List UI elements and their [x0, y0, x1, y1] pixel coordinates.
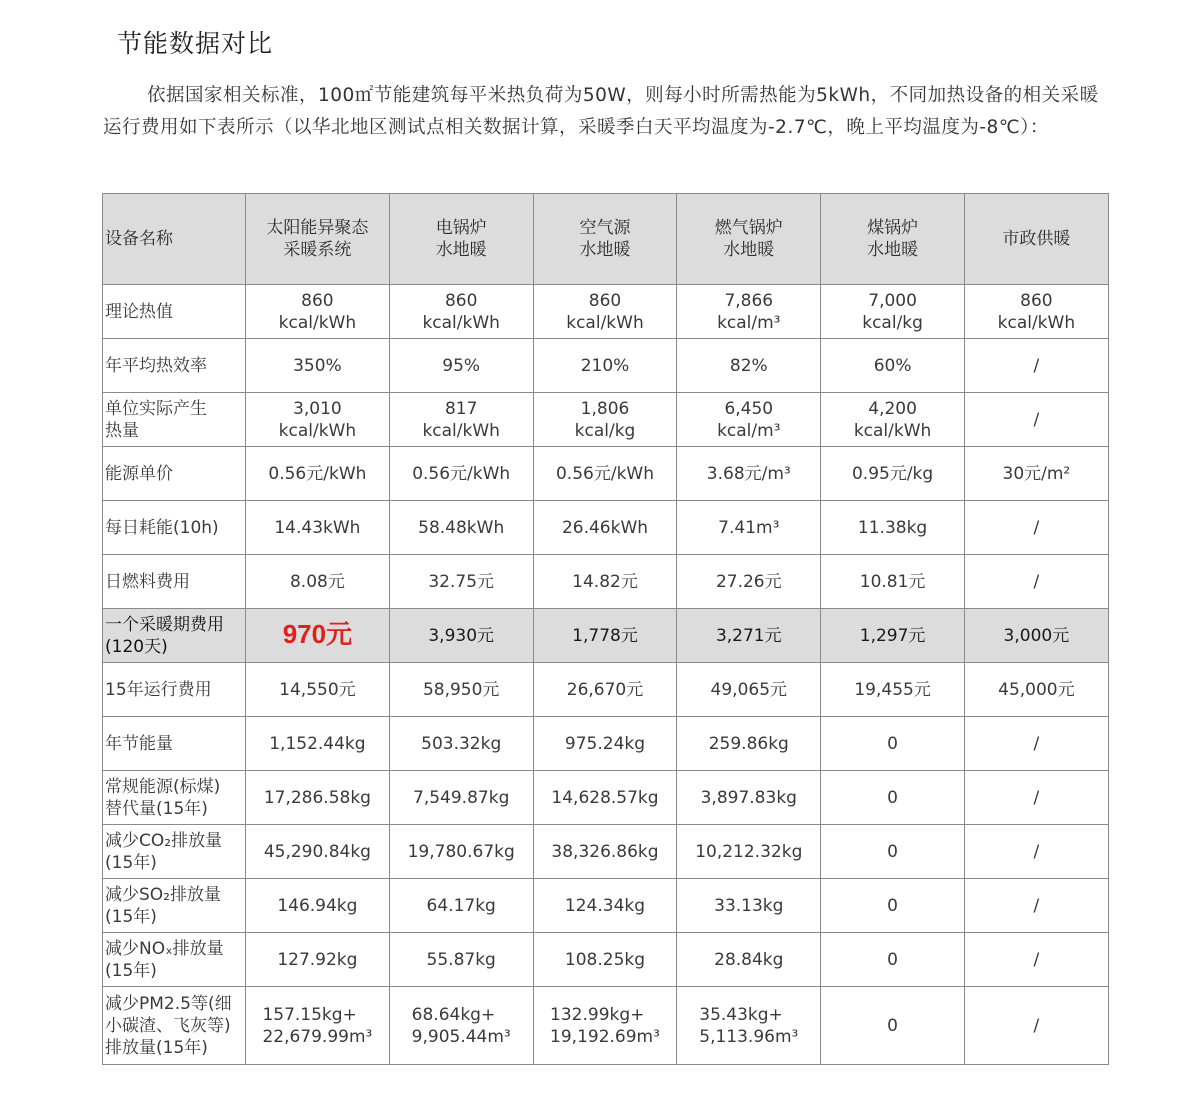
cell-value: / — [1033, 409, 1040, 430]
cell-value: 975.24kg — [564, 733, 646, 754]
cell-value: 30元/m² — [1002, 463, 1071, 484]
page-title: 节能数据对比 — [117, 29, 274, 58]
table-row — [103, 771, 1109, 825]
row-header-label: 设备名称 — [103, 194, 246, 285]
table-cell — [533, 609, 677, 663]
row-label: 减少NOₓ排放量 (15年) — [103, 933, 246, 987]
cell-value: 4,200 kcal/kWh — [853, 398, 932, 441]
table-cell — [821, 825, 965, 879]
cell-value: 860 kcal/kWh — [566, 290, 644, 333]
cell-value: 0.56元/kWh — [268, 463, 367, 484]
table-row — [103, 933, 1109, 987]
table-cell — [246, 933, 390, 987]
table-row — [103, 987, 1109, 1065]
cell-value: 0 — [887, 787, 898, 808]
cell-value: 10,212.32kg — [695, 841, 803, 862]
row-label: 减少SO₂排放量 (15年) — [103, 879, 246, 933]
table-cell — [821, 339, 965, 393]
row-label: 年平均热效率 — [103, 339, 246, 393]
cell-value: / — [1033, 517, 1040, 538]
table-row — [103, 717, 1109, 771]
row-label: 单位实际产生 热量 — [103, 393, 246, 447]
table-row — [103, 825, 1109, 879]
cell-value: 157.15kg+ 22,679.99m³ — [262, 1004, 373, 1047]
table-cell — [246, 285, 390, 339]
table-cell — [821, 285, 965, 339]
table-cell — [821, 447, 965, 501]
table-cell — [677, 933, 821, 987]
cell-value: 95% — [442, 355, 481, 376]
table-cell — [964, 825, 1108, 879]
table-cell — [677, 447, 821, 501]
cell-value: 19,780.67kg — [407, 841, 515, 862]
cell-value: 14,628.57kg — [551, 787, 659, 808]
cell-value: 45,290.84kg — [263, 841, 371, 862]
cell-value: 1,778元 — [572, 625, 638, 646]
table-cell — [389, 933, 533, 987]
table-cell — [246, 555, 390, 609]
cell-value: 0.56元/kWh — [555, 463, 654, 484]
cell-value: 14,550元 — [279, 679, 356, 700]
cell-value: 10.81元 — [859, 571, 926, 592]
cell-value: 38,326.86kg — [551, 841, 659, 862]
table-cell — [246, 825, 390, 879]
cell-value: 3,897.83kg — [700, 787, 797, 808]
intro-paragraph — [103, 80, 1113, 144]
highlight-value: 970元 — [282, 618, 353, 649]
cell-value: 146.94kg — [277, 895, 358, 916]
row-label: 日燃料费用 — [103, 555, 246, 609]
cell-value: 7,000 kcal/kg — [862, 290, 923, 333]
table-cell — [389, 771, 533, 825]
table-cell — [389, 879, 533, 933]
table-cell — [964, 771, 1108, 825]
row-label: 能源单价 — [103, 447, 246, 501]
cell-value: 0 — [887, 1015, 898, 1036]
table-row — [103, 501, 1109, 555]
cell-value: 28.84kg — [714, 949, 784, 970]
cell-value: 55.87kg — [426, 949, 496, 970]
table-cell — [964, 393, 1108, 447]
table-cell — [389, 339, 533, 393]
table-cell — [533, 501, 677, 555]
table-cell — [964, 717, 1108, 771]
table-row — [103, 285, 1109, 339]
cell-value: 210% — [580, 355, 630, 376]
table-cell — [821, 879, 965, 933]
table-cell — [964, 933, 1108, 987]
cell-value: 11.38kg — [857, 517, 928, 538]
cell-value: 45,000元 — [998, 679, 1075, 700]
table-cell — [821, 987, 965, 1065]
table-cell — [246, 987, 390, 1065]
table-cell — [533, 393, 677, 447]
table-cell — [821, 933, 965, 987]
table-cell — [389, 825, 533, 879]
table-cell — [533, 663, 677, 717]
column-header: 空气源 水地暖 — [533, 194, 677, 285]
table-cell — [246, 879, 390, 933]
cell-value: 32.75元 — [428, 571, 495, 592]
cell-value: 58,950元 — [422, 679, 500, 700]
cell-value: 503.32kg — [421, 733, 502, 754]
cell-value: 7.41m³ — [718, 517, 780, 538]
table-cell — [389, 501, 533, 555]
table-cell — [964, 987, 1108, 1065]
table-cell — [964, 555, 1108, 609]
table-cell — [246, 663, 390, 717]
table-cell — [821, 555, 965, 609]
cell-value: 64.17kg — [426, 895, 496, 916]
cell-value: / — [1033, 355, 1040, 376]
table-cell — [821, 609, 965, 663]
cell-value: 3,010 kcal/kWh — [278, 398, 357, 441]
cell-value: 35.43kg+ 5,113.96m³ — [699, 1004, 799, 1047]
cell-value: 26,670元 — [566, 679, 644, 700]
row-label: 减少PM2.5等(细 小碳渣、飞灰等) 排放量(15年) — [103, 987, 246, 1065]
cell-value: 860 kcal/kWh — [278, 290, 357, 333]
table-cell — [389, 987, 533, 1065]
table-cell — [677, 501, 821, 555]
table-cell — [246, 609, 390, 663]
table-cell — [246, 393, 390, 447]
cell-value: 49,065元 — [710, 679, 788, 700]
table-header-row — [103, 194, 1109, 285]
table-cell — [677, 339, 821, 393]
table-cell — [533, 447, 677, 501]
table-cell — [677, 771, 821, 825]
table-cell — [821, 393, 965, 447]
table-cell — [533, 879, 677, 933]
table-cell — [677, 879, 821, 933]
column-header: 电锅炉 水地暖 — [389, 194, 533, 285]
cell-value: / — [1033, 841, 1040, 862]
column-header: 煤锅炉 水地暖 — [821, 194, 965, 285]
table-cell — [533, 555, 677, 609]
cell-value: / — [1033, 1015, 1040, 1036]
cell-value: 3,930元 — [428, 625, 495, 646]
table-cell — [677, 555, 821, 609]
row-label: 理论热值 — [103, 285, 246, 339]
table-cell — [389, 285, 533, 339]
cell-value: / — [1033, 895, 1040, 916]
cell-value: 60% — [873, 355, 912, 376]
cell-value: 82% — [729, 355, 768, 376]
cell-value: 3,271元 — [715, 625, 782, 646]
table-cell — [389, 447, 533, 501]
cell-value: 0 — [887, 949, 898, 970]
cell-value: 14.43kWh — [274, 517, 361, 538]
cell-value: 58.48kWh — [418, 517, 505, 538]
cell-value: 14.82元 — [572, 571, 638, 592]
table-row — [103, 555, 1109, 609]
table-cell — [964, 339, 1108, 393]
cell-value: 124.34kg — [564, 895, 646, 916]
cell-value: 0.56元/kWh — [412, 463, 511, 484]
table-cell — [533, 285, 677, 339]
cell-value: 0 — [887, 841, 898, 862]
table-cell — [821, 501, 965, 555]
row-label: 减少CO₂排放量 (15年) — [103, 825, 246, 879]
cell-value: 817 kcal/kWh — [422, 398, 500, 441]
cell-value: 19,455元 — [854, 679, 931, 700]
cell-value: 17,286.58kg — [263, 787, 371, 808]
cell-value: 0.95元/kg — [851, 463, 934, 484]
table-cell — [677, 825, 821, 879]
cell-value: / — [1033, 949, 1040, 970]
cell-value: / — [1033, 733, 1040, 754]
cell-value: 108.25kg — [564, 949, 646, 970]
comparison-table — [102, 193, 1109, 1065]
cell-value: 259.86kg — [708, 733, 789, 754]
table-row — [103, 879, 1109, 933]
table-cell — [677, 717, 821, 771]
row-label: 年节能量 — [103, 717, 246, 771]
table-cell — [389, 609, 533, 663]
table-cell — [964, 285, 1108, 339]
table-row — [103, 663, 1109, 717]
table-body — [103, 285, 1109, 1065]
table-cell — [677, 987, 821, 1065]
table-cell — [246, 501, 390, 555]
table-cell — [964, 609, 1108, 663]
cell-value: 350% — [293, 355, 342, 376]
table-cell — [389, 717, 533, 771]
table-cell — [964, 663, 1108, 717]
table-cell — [677, 285, 821, 339]
table-cell — [821, 771, 965, 825]
cell-value: 8.08元 — [289, 571, 345, 592]
cell-value: 860 kcal/kWh — [422, 290, 500, 333]
table-row — [103, 393, 1109, 447]
table-cell — [964, 501, 1108, 555]
cell-value: 3,000元 — [1003, 625, 1070, 646]
table-cell — [821, 663, 965, 717]
cell-value: 27.26元 — [715, 571, 782, 592]
table-cell — [533, 771, 677, 825]
cell-value: 860 kcal/kWh — [997, 290, 1076, 333]
cell-value: 1,152.44kg — [269, 733, 366, 754]
row-label: 每日耗能(10h) — [103, 501, 246, 555]
column-header: 市政供暖 — [964, 194, 1108, 285]
table-cell — [533, 717, 677, 771]
column-header: 太阳能异聚态 采暖系统 — [246, 194, 390, 285]
cell-value: 0 — [887, 895, 898, 916]
table-cell — [821, 717, 965, 771]
table-row — [103, 609, 1109, 663]
column-header: 燃气锅炉 水地暖 — [677, 194, 821, 285]
intro-text: 依据国家相关标准，100㎡节能建筑每平米热负荷为50W，则每小时所需热能为5kWh，不同加热设备的相关采暖运行费用如下表所示（以华北地区测试点相关数据计算，采暖季白天平均温度为-2.7℃，晚上平均温度为-8℃）： — [103, 85, 1099, 138]
table-cell — [389, 555, 533, 609]
table-cell — [246, 771, 390, 825]
row-label: 常规能源(标煤) 替代量(15年) — [103, 771, 246, 825]
cell-value: 26.46kWh — [561, 517, 649, 538]
cell-value: 7,549.87kg — [413, 787, 510, 808]
cell-value: 1,297元 — [859, 625, 926, 646]
table-cell — [246, 447, 390, 501]
table-cell — [677, 393, 821, 447]
cell-value: 7,866 kcal/m³ — [717, 290, 781, 333]
table-cell — [533, 825, 677, 879]
cell-value: 127.92kg — [277, 949, 358, 970]
table-cell — [533, 987, 677, 1065]
table-cell — [389, 393, 533, 447]
cell-value: / — [1033, 787, 1040, 808]
table-cell — [964, 447, 1108, 501]
cell-value: 33.13kg — [714, 895, 784, 916]
table-cell — [677, 609, 821, 663]
cell-value: 68.64kg+ 9,905.44m³ — [411, 1004, 511, 1047]
table-cell — [246, 717, 390, 771]
row-label: 一个采暖期费用 (120天) — [103, 609, 246, 663]
cell-value: 6,450 kcal/m³ — [717, 398, 781, 441]
table-cell — [389, 663, 533, 717]
table-cell — [677, 663, 821, 717]
cell-value: / — [1033, 571, 1040, 592]
cell-value: 0 — [887, 733, 898, 754]
table-cell — [246, 339, 390, 393]
table-cell — [964, 879, 1108, 933]
cell-value: 1,806 kcal/kg — [574, 398, 636, 441]
row-label: 15年运行费用 — [103, 663, 246, 717]
table-cell — [533, 933, 677, 987]
table-row — [103, 447, 1109, 501]
table-row — [103, 339, 1109, 393]
cell-value: 132.99kg+ 19,192.69m³ — [550, 1004, 660, 1047]
cell-value: 3.68元/m³ — [706, 463, 791, 484]
table-cell — [533, 339, 677, 393]
